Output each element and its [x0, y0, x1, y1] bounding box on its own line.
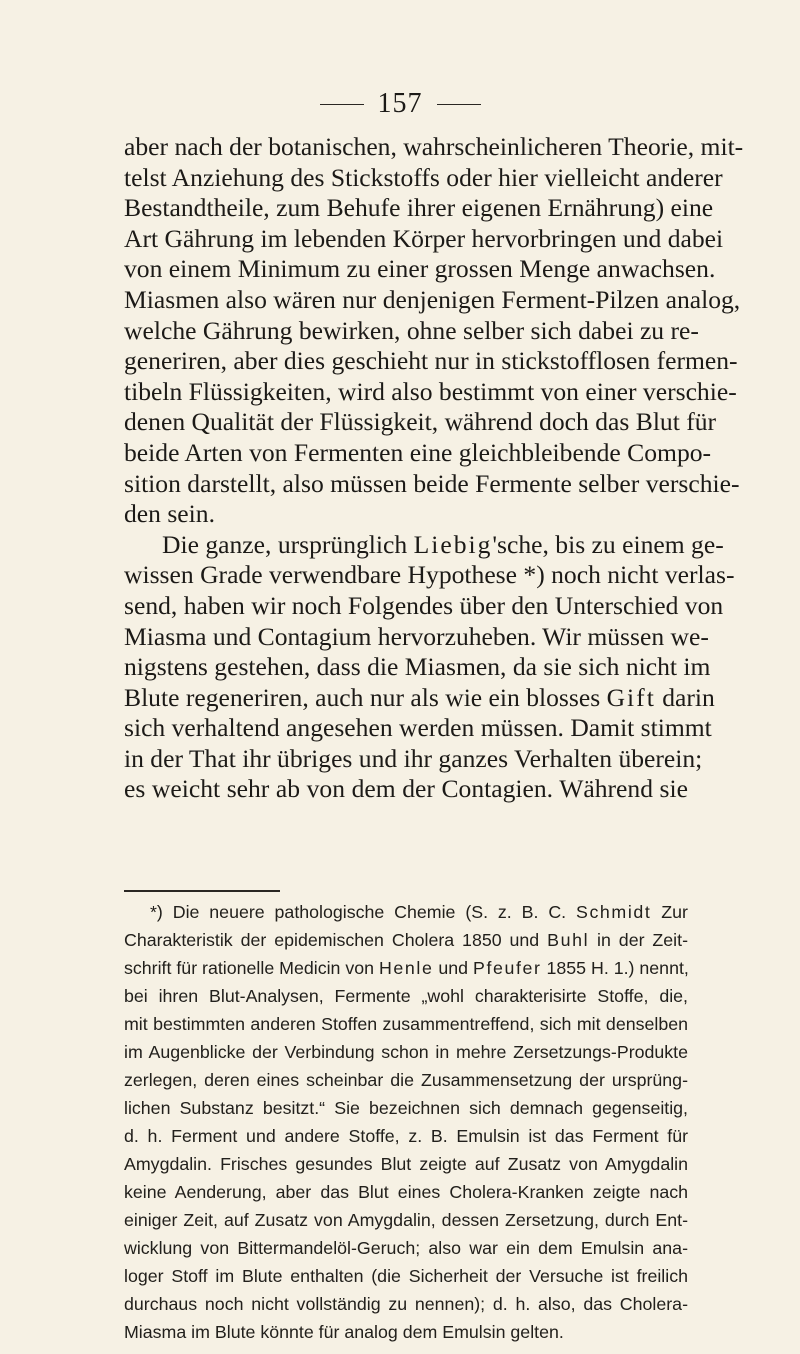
author-name-henle: Henle — [378, 958, 434, 978]
footnote-line: bei ihren Blut-Analysen, Fermente „wohl charakterisirte Stoffe, die, — [124, 986, 688, 1006]
text-run: schrift für rationelle Medicin von — [124, 958, 379, 978]
author-name-buhl: Buhl — [547, 930, 590, 950]
footnote-line: zerlegen, deren eines scheinbar die Zusammensetzung der ursprüng- — [124, 1070, 688, 1090]
footnote-line: durchaus noch nicht vollständig zu nennen); d. h. also, das Cholera- — [124, 1294, 688, 1314]
text-run: Zur — [651, 902, 688, 922]
main-line: denen Qualität der Flüssigkeit, während doch das Blut für — [124, 407, 717, 437]
text-run: Die ganze, ursprünglich — [162, 529, 414, 559]
text-run: Blute regeneriren, auch nur als wie ein blosses — [124, 682, 607, 712]
main-line: Miasma und Contagium hervorzuheben. Wir müssen we- — [124, 621, 709, 651]
text-run: 'sche, bis zu einem ge- — [492, 529, 724, 559]
footnote-line: wicklung von Bittermandelöl-Geruch; also war ein dem Emulsin ana- — [124, 1238, 688, 1258]
main-line: den sein. — [124, 499, 215, 529]
footnote-line: mit bestimmten anderen Stoffen zusammentreffend, sich mit denselben — [124, 1014, 688, 1034]
main-line: es weicht sehr ab von dem der Contagien. Während sie — [124, 774, 688, 804]
main-line: generiren, aber dies geschieht nur in stickstofflosen fermen- — [124, 346, 738, 376]
main-line: wissen Grade verwendbare Hypothese *) noch nicht verlas- — [124, 560, 735, 590]
header-rule-right — [437, 104, 481, 105]
footnote-line — [124, 954, 688, 982]
main-line: beide Arten von Fermenten eine gleichbleibende Compo- — [124, 437, 712, 467]
main-line — [124, 529, 724, 561]
main-line: welche Gährung bewirken, ohne selber sich dabei zu re- — [124, 315, 699, 345]
main-line: telst Anziehung des Stickstoffs oder hier vielleicht anderer — [124, 162, 723, 192]
text-run: und — [433, 958, 474, 978]
author-name-liebig: Liebig — [413, 529, 493, 559]
main-line: in der That ihr übriges und ihr ganzes Verhalten überein; — [124, 743, 703, 773]
page-header — [0, 84, 800, 124]
main-line: nigstens gestehen, dass die Miasmen, da sie sich nicht im — [124, 652, 711, 682]
main-line: Bestandtheile, zum Behufe ihrer eigenen Ernährung) eine — [124, 193, 714, 223]
footnote-line: loger Stoff im Blute enthalten (die Sicherheit der Versuche ist freilich — [124, 1266, 688, 1286]
main-line: aber nach der botanischen, wahrscheinlicheren Theorie, mit- — [124, 132, 744, 161]
footnote-line: Amygdalin. Frisches gesundes Blut zeigte auf Zusatz von Amygdalin — [124, 1154, 688, 1174]
page-number: 157 — [377, 88, 423, 119]
main-text — [124, 132, 744, 805]
emphasis-gift: Gift — [606, 682, 656, 712]
footnote-separator — [124, 890, 280, 892]
footnote-line: keine Aenderung, aber das Blut eines Cholera-Kranken zeigte nach — [124, 1182, 688, 1202]
text-run: 1855 H. 1.) nennt, — [541, 958, 689, 978]
main-line: von einem Minimum zu einer grossen Menge anwachsen. — [124, 254, 716, 284]
text-run: in der Zeit- — [589, 930, 688, 950]
header-rule-left — [320, 104, 364, 105]
main-line: Miasmen also wären nur denjenigen Ferment-Pilzen analog, — [124, 284, 741, 314]
text-run: darin — [655, 682, 715, 712]
author-name-pfeufer: Pfeufer — [473, 958, 542, 978]
footnote — [124, 898, 688, 1346]
main-line: sition darstellt, also müssen beide Fermente selber verschie- — [124, 468, 740, 498]
main-line: sich verhaltend angesehen werden müssen. Damit stimmt — [124, 713, 712, 743]
footnote-line — [124, 926, 688, 954]
footnote-line — [124, 898, 688, 926]
footnote-line: einiger Zeit, auf Zusatz von Amygdalin, dessen Zersetzung, durch Ent- — [124, 1210, 688, 1230]
text-run: Charakteristik der epidemischen Cholera 1850 und — [124, 930, 548, 950]
footnote-line: d. h. Ferment und andere Stoffe, z. B. Emulsin ist das Ferment für — [124, 1126, 688, 1146]
main-line: send, haben wir noch Folgendes über den Unterschied von — [124, 590, 724, 620]
text-run: *) Die neuere pathologische Chemie (S. z. B. C. — [150, 902, 576, 922]
main-line: tibeln Flüssigkeiten, wird also bestimmt von einer verschie- — [124, 376, 737, 406]
main-line — [124, 682, 715, 714]
main-line: Art Gährung im lebenden Körper hervorbringen und dabei — [124, 223, 724, 253]
footnote-line: lichen Substanz besitzt.“ Sie bezeichnen sich demnach gegenseitig, — [124, 1098, 688, 1118]
footnote-line: im Augenblicke der Verbindung schon in mehre Zersetzungs-Produkte — [124, 1042, 688, 1062]
author-name-schmidt: Schmidt — [575, 902, 652, 922]
footnote-line: Miasma im Blute könnte für analog dem Emulsin gelten. — [124, 1322, 564, 1342]
